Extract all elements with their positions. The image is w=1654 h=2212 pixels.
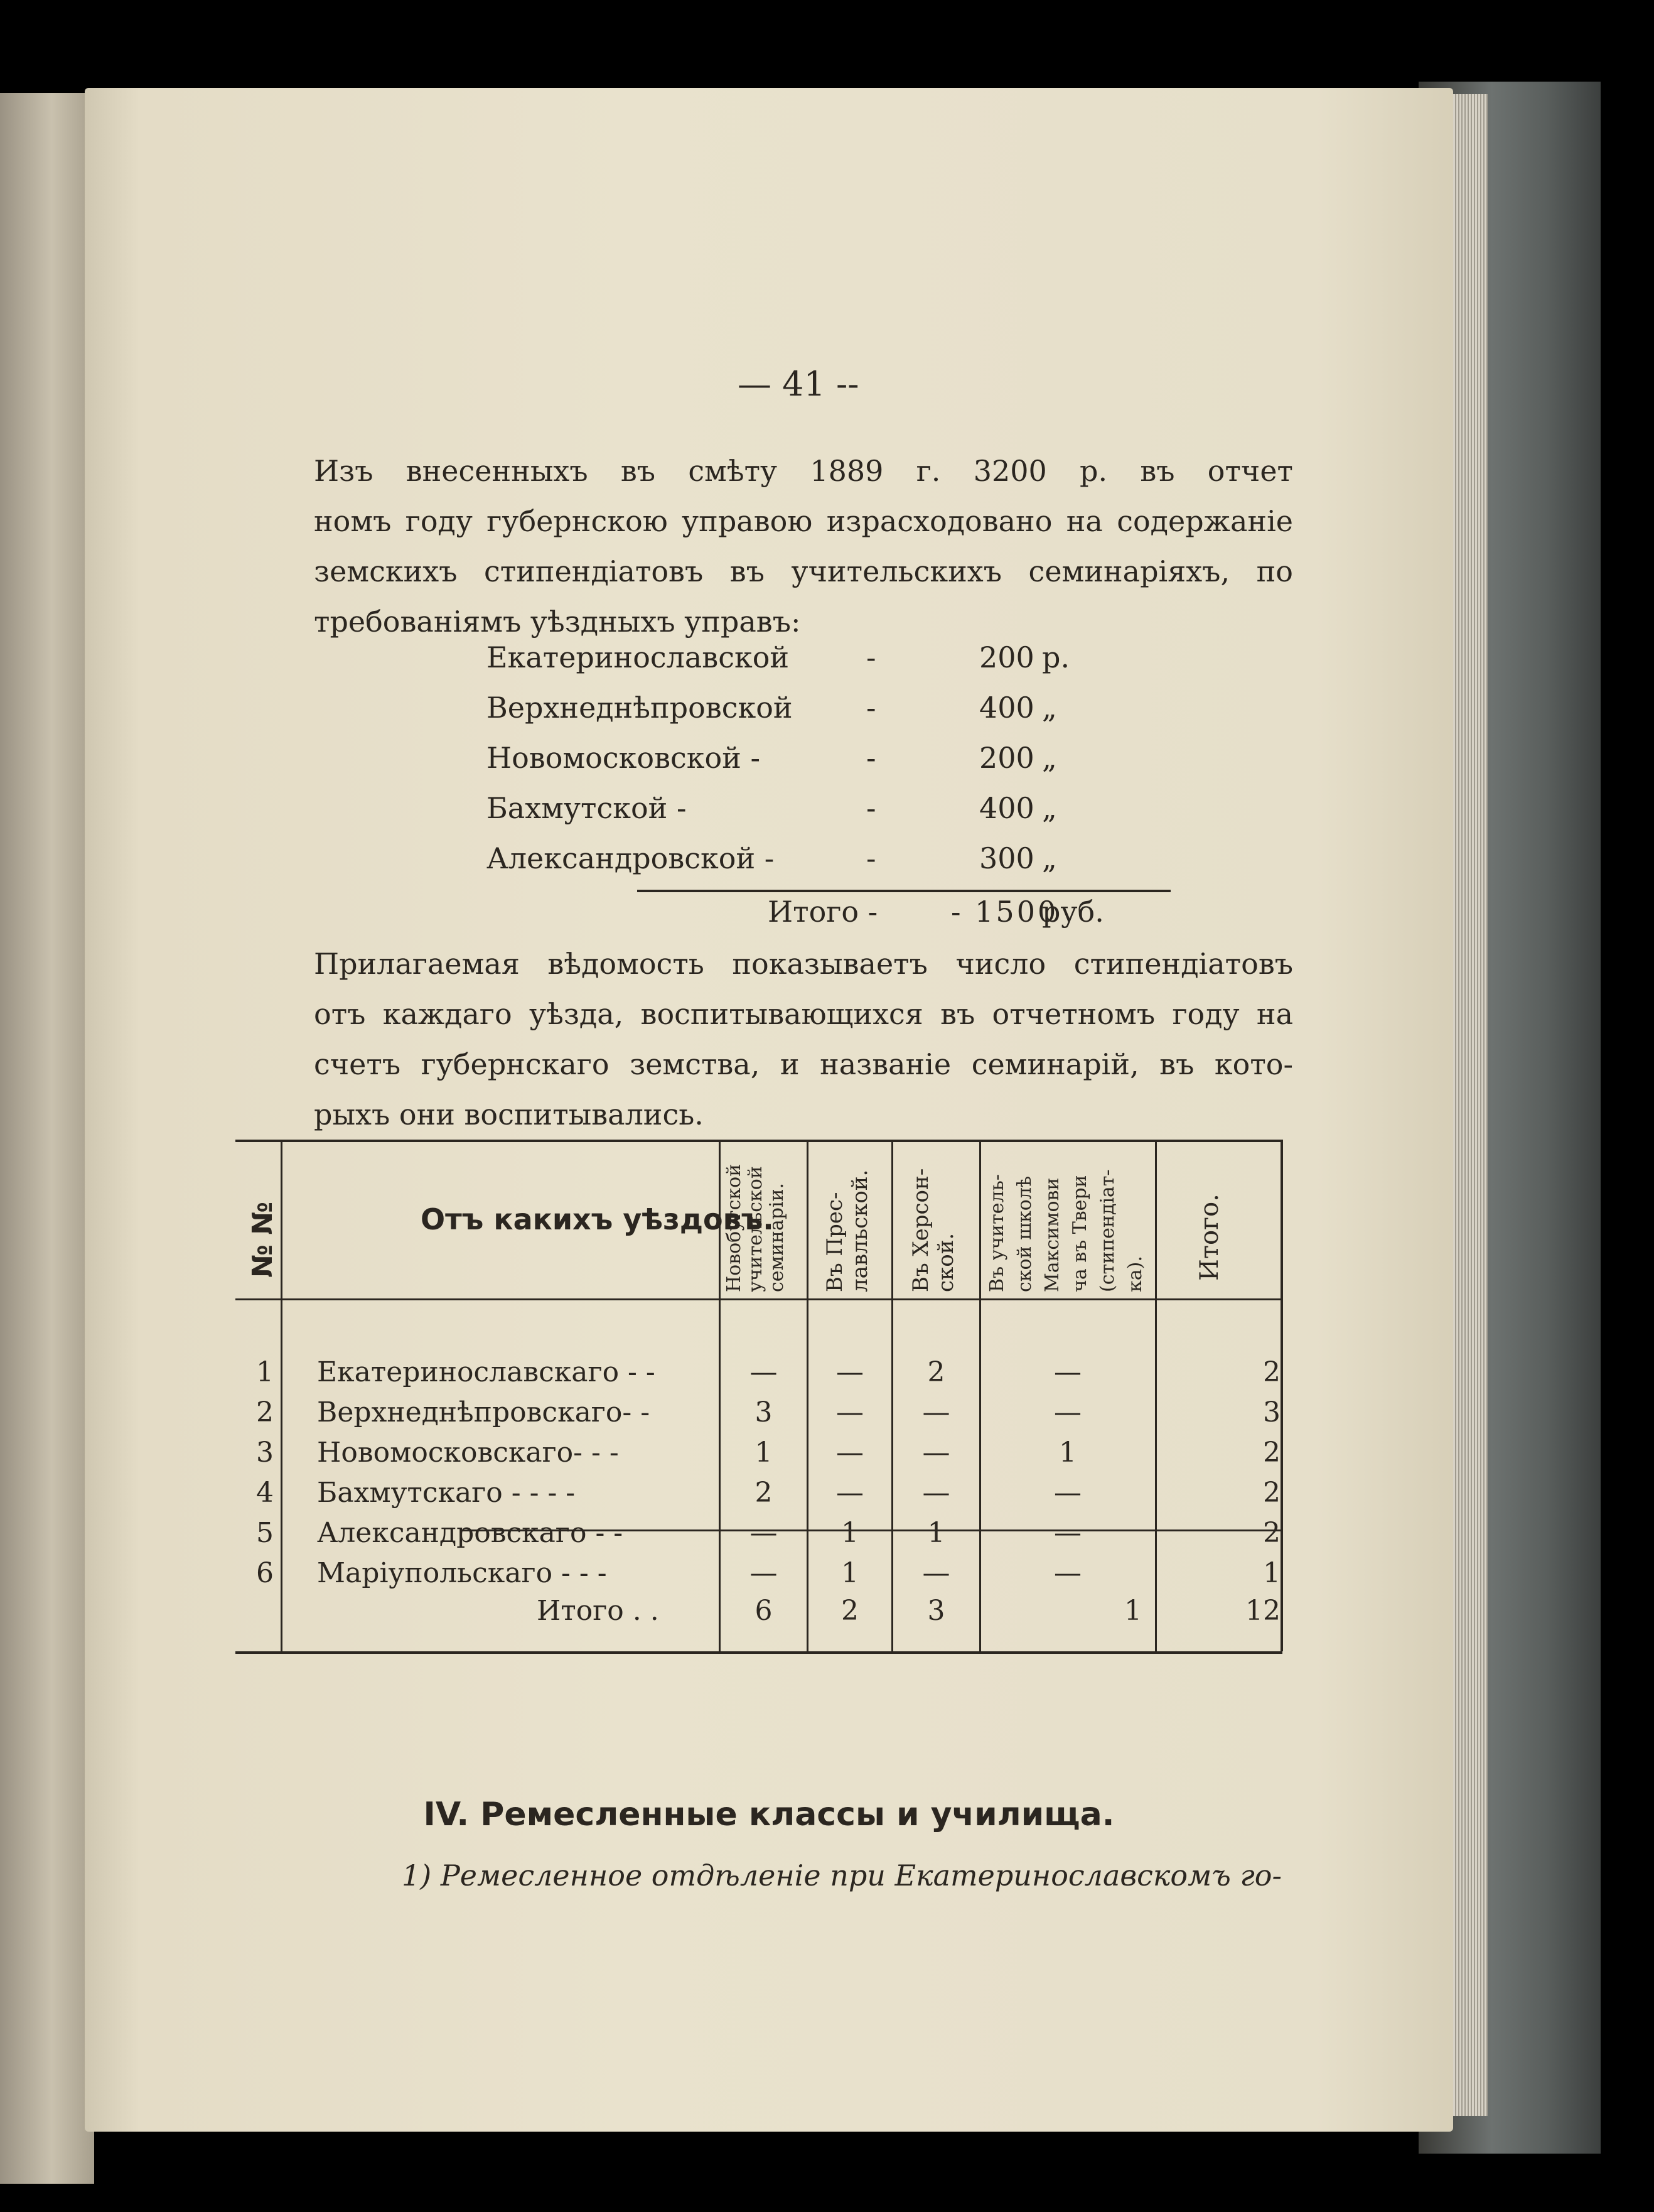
header-col-kherson: [908, 1168, 959, 1292]
allocation-unit: р.: [1042, 640, 1070, 674]
allocation-amount: 200: [979, 640, 1034, 674]
table-cell: 2: [927, 1356, 945, 1388]
allocation-total-amount: - 1500: [951, 895, 1059, 929]
table-cell: —: [1054, 1517, 1082, 1549]
table-cell: —: [749, 1356, 778, 1388]
allocation-dash: -: [866, 691, 876, 725]
table-row-district: Екатеринославскаго - -: [317, 1356, 655, 1388]
table-total-cell: 2: [841, 1595, 859, 1627]
allocation-name: Новомосковской -: [486, 741, 761, 775]
allocation-unit: „: [1042, 691, 1057, 725]
table-cell: —: [749, 1517, 778, 1549]
paragraph-line: Изъ внесенныхъ въ смѣту 1889 г. 3200 р. въ отчет: [314, 454, 1293, 488]
header-line: ча въ Твери: [1069, 1175, 1091, 1292]
header-line: ской школѣ: [1014, 1176, 1036, 1292]
table-header-rule: [235, 1298, 1282, 1300]
header-col-total: [1195, 1194, 1224, 1281]
left-page-edge: [0, 93, 94, 2184]
table-cell: —: [836, 1356, 864, 1388]
header-line: Максимови: [1041, 1177, 1063, 1292]
header-line: ской.: [933, 1233, 959, 1292]
table-cell: —: [749, 1557, 778, 1589]
allocation-name: Бахмутской -: [486, 791, 687, 825]
header-line: лавльской.: [847, 1169, 873, 1292]
header-line: Въ Херсон-: [908, 1168, 933, 1292]
paragraph-line: Прилагаемая вѣдомость показываетъ число стипендіатовъ: [314, 947, 1293, 981]
table-row-number: 5: [256, 1517, 274, 1549]
table-row-district: Верхнеднѣпровскаго- -: [317, 1396, 650, 1428]
table-total-cell: 1: [1124, 1595, 1142, 1627]
table-cell: 1: [841, 1557, 859, 1589]
table-row-district: Маріупольскаго - - -: [317, 1557, 607, 1589]
table-row-number: 3: [256, 1437, 274, 1469]
table-cell: —: [922, 1437, 950, 1469]
header-col-tver: [984, 1169, 1149, 1292]
paragraph-2: [314, 939, 1293, 1140]
allocation-name: Верхнеднѣпровской: [486, 691, 793, 725]
table-cell: —: [1054, 1557, 1082, 1589]
page-number: — 41 --: [738, 364, 859, 404]
table-bottom-rule: [235, 1651, 1282, 1654]
table-row-district: Бахмутскаго - - - -: [317, 1477, 576, 1509]
allocation-amount: 200: [979, 741, 1034, 775]
allocation-name: Александровской -: [486, 841, 775, 875]
table-cell: 1: [1263, 1557, 1281, 1589]
header-line: Новобугской: [723, 1163, 745, 1292]
header-district: Отъ какихъ уѣздовъ.: [421, 1202, 774, 1236]
table-top-rule: [235, 1140, 1282, 1142]
header-line: Итого.: [1195, 1194, 1224, 1281]
allocation-unit: „: [1042, 791, 1057, 825]
table-cell: 2: [1263, 1477, 1281, 1509]
header-line: (стипендіат-: [1097, 1169, 1119, 1292]
book-page: [85, 88, 1453, 2132]
paragraph-line: счетъ губернскаго земства, и названіе семинарій, въ кото-: [314, 1047, 1293, 1081]
table-cell: 2: [1263, 1356, 1281, 1388]
table-col-rule: [281, 1140, 282, 1651]
allocation-dash: -: [866, 741, 876, 775]
table-row-number: 4: [256, 1477, 274, 1509]
allocation-name: Екатеринославской: [486, 640, 790, 674]
table-cell: —: [1054, 1477, 1082, 1509]
allocation-dash: -: [866, 841, 876, 875]
table-col-rule: [979, 1140, 981, 1651]
paragraph-line: отъ каждаго уѣзда, воспитывающихся въ отчетномъ году на: [314, 997, 1293, 1031]
allocation-dash: -: [866, 640, 876, 674]
table-cell: 1: [1059, 1437, 1077, 1469]
table-cell: 3: [1263, 1396, 1281, 1428]
table-row-district: Новомосковскаго- - -: [317, 1437, 619, 1469]
table-cell: —: [922, 1396, 950, 1428]
paragraph-1: [314, 446, 1293, 647]
allocation-amount: 400: [979, 791, 1034, 825]
allocation-amount: 300: [979, 841, 1034, 875]
table-cell: —: [1054, 1356, 1082, 1388]
allocation-unit: „: [1042, 741, 1057, 775]
table-cell: —: [836, 1437, 864, 1469]
paragraph-line: рыхъ они воспитывались.: [314, 1098, 704, 1131]
table-cell: 1: [755, 1437, 773, 1469]
table-cell: —: [1054, 1396, 1082, 1428]
header-line: Въ учитель-: [986, 1173, 1008, 1292]
table-row-number: 1: [256, 1356, 274, 1388]
table-cell: 2: [1263, 1437, 1281, 1469]
table-cell: 1: [841, 1517, 859, 1549]
paragraph-line: требованіямъ уѣздныхъ управъ:: [314, 605, 801, 639]
header-line: семинаріи.: [766, 1182, 788, 1292]
header-line: учительской: [744, 1166, 766, 1292]
allocation-dash: -: [866, 791, 876, 825]
header-number: № №: [247, 1201, 279, 1278]
table-total-cell: 6: [755, 1595, 773, 1627]
table-row-district: Александровскаго - -: [317, 1517, 623, 1549]
table-total-label: Итого . .: [537, 1595, 659, 1627]
table-cell: 1: [927, 1517, 945, 1549]
table-total-cell: 12: [1245, 1595, 1281, 1627]
table-cell: 2: [1263, 1517, 1281, 1549]
allocation-amount: 400: [979, 691, 1034, 725]
allocation-total-label: Итого -: [768, 895, 878, 929]
header-col-preslav: [822, 1170, 873, 1292]
header-col-novobug: [724, 1164, 788, 1292]
allocation-total-unit: руб.: [1042, 895, 1104, 929]
table-cell: 3: [755, 1396, 773, 1428]
header-line: ка).: [1124, 1256, 1146, 1292]
paragraph-line: 1) Ремесленное отдѣленіе при Екатеринославскомъ го-: [402, 1859, 1282, 1892]
section-title: IV. Ремесленные классы и училища.: [423, 1796, 1115, 1833]
allocation-sum-rule: [637, 890, 1171, 892]
table-cell: —: [836, 1477, 864, 1509]
table-cell: 2: [755, 1477, 773, 1509]
header-line: Въ Прес-: [822, 1192, 847, 1292]
table-total-cell: 3: [927, 1595, 945, 1627]
table-cell: —: [922, 1557, 950, 1589]
paragraph-line: земскихъ стипендіатовъ въ учительскихъ семинаріяхъ, по: [314, 554, 1293, 588]
paragraph-line: номъ году губернскою управою израсходовано на содержаніе: [314, 504, 1293, 538]
allocation-unit: „: [1042, 841, 1057, 875]
table-cell: —: [836, 1396, 864, 1428]
table-cell: —: [922, 1477, 950, 1509]
table-row-number: 6: [256, 1557, 274, 1589]
table-row-number: 2: [256, 1396, 274, 1428]
